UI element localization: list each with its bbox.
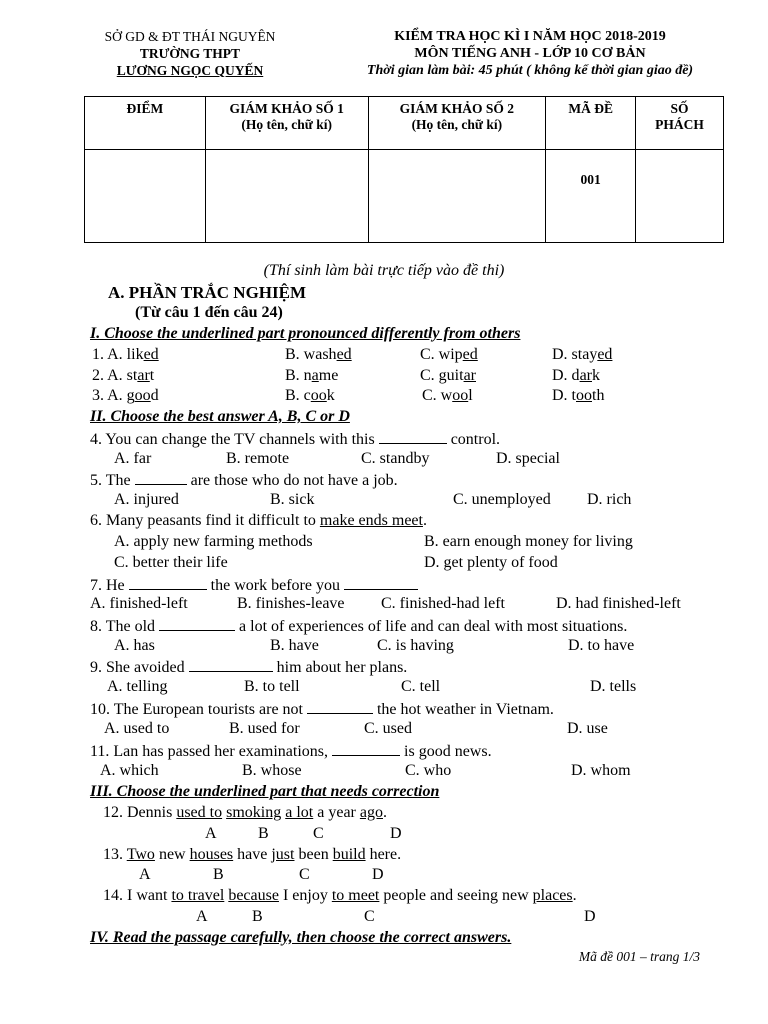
q4-option-d: D. special xyxy=(496,450,560,467)
q7-option-c: C. finished-had left xyxy=(381,595,505,612)
q6-option-c: C. better their life xyxy=(114,554,228,571)
part-3-heading: III. Choose the underlined part that needs correction xyxy=(90,783,440,800)
q10-option-b: B. used for xyxy=(229,720,300,737)
q9-option-d: D. tells xyxy=(590,678,637,695)
q3-option-c: C. wool xyxy=(422,387,473,404)
exam-title: KIỂM TRA HỌC KÌ I NĂM HỌC 2018-2019 xyxy=(394,29,666,44)
q8-option-c: C. is having xyxy=(377,637,454,654)
q10-option-d: D. use xyxy=(567,720,608,737)
exam-code-header: MÃ ĐỀ xyxy=(546,97,636,150)
q11-stem: 11. Lan has passed her examinations, is good news. xyxy=(90,743,492,760)
q5-option-d: D. rich xyxy=(587,491,632,508)
q8-option-d: D. to have xyxy=(568,637,635,654)
serial-cell xyxy=(636,150,724,243)
q1-option-a: 1. A. liked xyxy=(92,346,159,363)
q14-letter-d: D xyxy=(584,908,596,925)
q8-option-b: B. have xyxy=(270,637,319,654)
examiner1-header: GIÁM KHẢO SỐ 1 (Họ tên, chữ kí) xyxy=(205,97,368,150)
q12-sentence: 12. Dennis used to smoking a lot a year ago. xyxy=(103,804,387,821)
serial-header: SỐ PHÁCH xyxy=(636,97,724,150)
q10-option-a: A. used to xyxy=(104,720,170,737)
examiner2-cell xyxy=(368,150,546,243)
school-name: LƯƠNG NGỌC QUYẾN xyxy=(116,63,264,78)
q2-option-d: D. dark xyxy=(552,367,600,384)
q1-option-b: B. washed xyxy=(285,346,352,363)
q1-option-c: C. wiped xyxy=(420,346,478,363)
exam-header xyxy=(330,28,730,79)
q13-sentence: 13. Two new houses have just been build here. xyxy=(103,846,402,863)
q2-option-c: C. guitar xyxy=(420,367,476,384)
score-table xyxy=(84,96,724,243)
department-name: SỞ GD & ĐT THÁI NGUYÊN xyxy=(104,29,276,44)
q7-option-b: B. finishes-leave xyxy=(237,595,345,612)
q3-option-b: B. cook xyxy=(285,387,335,404)
q4-option-b: B. remote xyxy=(226,450,290,467)
q10-option-c: C. used xyxy=(364,720,412,737)
q14-letter-c: C xyxy=(364,908,375,925)
exam-code-cell: 001 xyxy=(546,150,636,243)
q3-option-d: D. tooth xyxy=(552,387,605,404)
part-4-heading: IV. Read the passage carefully, then choose the correct answers. xyxy=(90,929,512,946)
part-2-heading: II. Choose the best answer A, B, C or D xyxy=(90,408,350,425)
score-header: ĐIỂM xyxy=(85,97,206,150)
school-type: TRƯỜNG THPT xyxy=(139,46,241,61)
q13-letter-c: C xyxy=(299,866,310,883)
q2-option-b: B. name xyxy=(285,367,339,384)
q6-option-a: A. apply new farming methods xyxy=(114,533,313,550)
q12-letter-b: B xyxy=(258,825,269,842)
q11-option-b: B. whose xyxy=(242,762,302,779)
q9-option-b: B. to tell xyxy=(244,678,300,695)
school-header xyxy=(80,28,300,79)
q14-letter-b: B xyxy=(252,908,263,925)
q14-letter-a: A xyxy=(196,908,208,925)
q12-letter-c: C xyxy=(313,825,324,842)
q14-sentence: 14. I want to travel because I enjoy to meet people and seeing new places. xyxy=(103,887,577,904)
section-a-title: A. PHẦN TRẮC NGHIỆM xyxy=(108,283,307,302)
q12-letter-d: D xyxy=(390,825,402,842)
q10-stem: 10. The European tourists are not the hot weather in Vietnam. xyxy=(90,701,554,718)
q8-option-a: A. has xyxy=(114,637,155,654)
q4-option-a: A. far xyxy=(114,450,152,467)
q13-letter-a: A xyxy=(139,866,151,883)
q9-option-c: C. tell xyxy=(401,678,441,695)
q6-stem: 6. Many peasants find it difficult to make ends meet. xyxy=(90,512,427,529)
q5-stem: 5. The are those who do not have a job. xyxy=(90,472,398,489)
q3-option-a: 3. A. good xyxy=(92,387,159,404)
q13-letter-d: D xyxy=(372,866,384,883)
score-cell xyxy=(85,150,206,243)
page-footer: Mã đề 001 – trang 1/3 xyxy=(578,949,700,964)
q9-stem: 9. She avoided him about her plans. xyxy=(90,659,408,676)
exam-subject: MÔN TIẾNG ANH - LỚP 10 CƠ BẢN xyxy=(414,46,646,61)
q1-option-d: D. stayed xyxy=(552,346,613,363)
q2-option-a: 2. A. start xyxy=(92,367,155,384)
q7-option-d: D. had finished-left xyxy=(556,595,681,612)
instruction-note: (Thí sinh làm bài trực tiếp vào đề thi) xyxy=(263,262,505,279)
part-1-heading: I. Choose the underlined part pronounced differently from others xyxy=(90,325,521,342)
q4-option-c: C. standby xyxy=(361,450,430,467)
q4-stem: 4. You can change the TV channels with this control. xyxy=(90,431,501,448)
q11-option-d: D. whom xyxy=(571,762,631,779)
q6-option-d: D. get plenty of food xyxy=(424,554,558,571)
q7-option-a: A. finished-left xyxy=(90,595,188,612)
q11-option-a: A. which xyxy=(100,762,159,779)
q5-option-a: A. injured xyxy=(114,491,179,508)
q13-letter-b: B xyxy=(213,866,224,883)
q12-letter-a: A xyxy=(205,825,217,842)
q7-stem: 7. He the work before you xyxy=(90,575,418,595)
q6-option-b: B. earn enough money for living xyxy=(424,533,633,550)
q8-stem: 8. The old a lot of experiences of life and can deal with most situations. xyxy=(90,618,628,635)
examiner1-cell xyxy=(205,150,368,243)
q11-option-c: C. who xyxy=(405,762,452,779)
section-a-range: (Từ câu 1 đến câu 24) xyxy=(135,304,283,321)
q9-option-a: A. telling xyxy=(107,678,168,695)
examiner2-header: GIÁM KHẢO SỐ 2 (Họ tên, chữ kí) xyxy=(368,97,546,150)
q5-option-b: B. sick xyxy=(270,491,315,508)
q5-option-c: C. unemployed xyxy=(453,491,551,508)
exam-time: Thời gian làm bài: 45 phút ( không kể thời gian giao đề) xyxy=(366,63,694,78)
